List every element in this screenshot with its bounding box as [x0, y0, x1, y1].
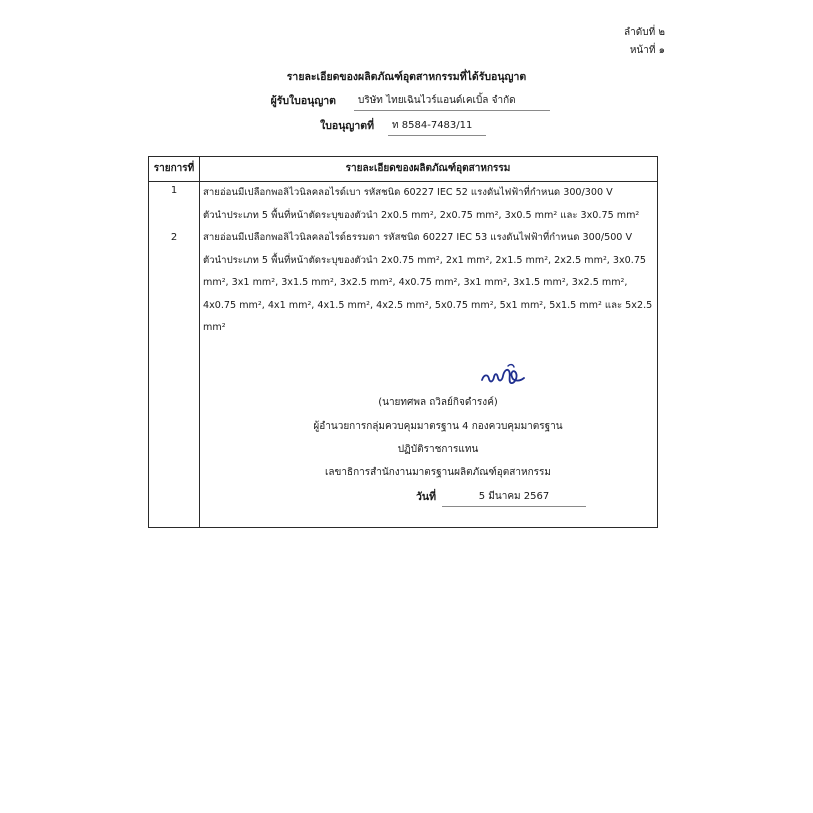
signature-block [308, 393, 568, 483]
page-number: หน้าที่ ๑ [629, 45, 665, 56]
licensee-label: ผู้รับใบอนุญาต [270, 95, 336, 107]
item-number: 2 [170, 232, 178, 243]
signatory-position: ผู้อำนวยการกลุ่มควบคุมมาตรฐาน 4 กองควบคุมมาตรฐาน [313, 421, 563, 432]
detail-line: 4x0.75 mm², 4x1 mm², 4x1.5 mm², 4x2.5 mm², 5x0.75 mm², 5x1 mm², 5x1.5 mm² และ 5x2.5 [203, 299, 653, 311]
detail-line: สายอ่อนมีเปลือกพอลิไวนิลคลอไรด์ธรรมดา รหัสชนิด 60227 IEC 53 แรงดันไฟฟ้าที่กำหนด 300/500 V [203, 232, 633, 243]
detail-line: ตัวนำประเภท 5 พื้นที่หน้าตัดระบุของตัวนำ 2x0.75 mm², 2x1 mm², 2x1.5 mm², 2x2.5 mm², 3x0.75 [203, 254, 647, 266]
header-details: รายละเอียดของผลิตภัณฑ์อุตสาหกรรม [345, 163, 511, 174]
sequence-number: ลำดับที่ ๒ [624, 27, 665, 38]
detail-line: mm² [203, 322, 226, 333]
license-label: ใบอนุญาตที่ [320, 120, 374, 132]
detail-line: mm², 3x1 mm², 3x1.5 mm², 3x2.5 mm², 4x0.75 mm², 3x1 mm², 3x1.5 mm², 3x2.5 mm², [203, 277, 628, 288]
item-number: 1 [170, 185, 178, 196]
detail-line: ตัวนำประเภท 5 พื้นที่หน้าตัดระบุของตัวนำ 2x0.5 mm², 2x0.75 mm², 3x0.5 mm² และ 3x0.75 mm² [203, 209, 640, 221]
item-details [203, 182, 639, 227]
signatory-name: (นายทศพล ถวิลย์กิจดำรงค์) [378, 397, 498, 408]
date-label: วันที่ [416, 491, 436, 503]
date-value: 5 มีนาคม 2567 [442, 489, 586, 507]
header-item-no: รายการที่ [153, 163, 195, 174]
item-details [203, 227, 652, 340]
licensee-value: บริษัท ไทยเฉินไวร์แอนด์เคเบิ้ล จำกัด [354, 93, 550, 111]
secretary-general-title: เลขาธิการสำนักงานมาตรฐานผลิตภัณฑ์อุตสาหกรรม [325, 467, 551, 478]
column-divider [199, 157, 200, 527]
license-value: ท 8584-7483/11 [388, 118, 486, 136]
document-title: รายละเอียดของผลิตภัณฑ์อุตสาหกรรมที่ได้รับอนุญาต [286, 71, 527, 83]
detail-line: สายอ่อนมีเปลือกพอลิไวนิลคลอไรด์เบา รหัสชนิด 60227 IEC 52 แรงดันไฟฟ้าที่กำหนด 300/300 V [203, 187, 613, 198]
signature-image [478, 360, 528, 390]
acting-on-behalf: ปฏิบัติราชการแทน [397, 444, 479, 455]
